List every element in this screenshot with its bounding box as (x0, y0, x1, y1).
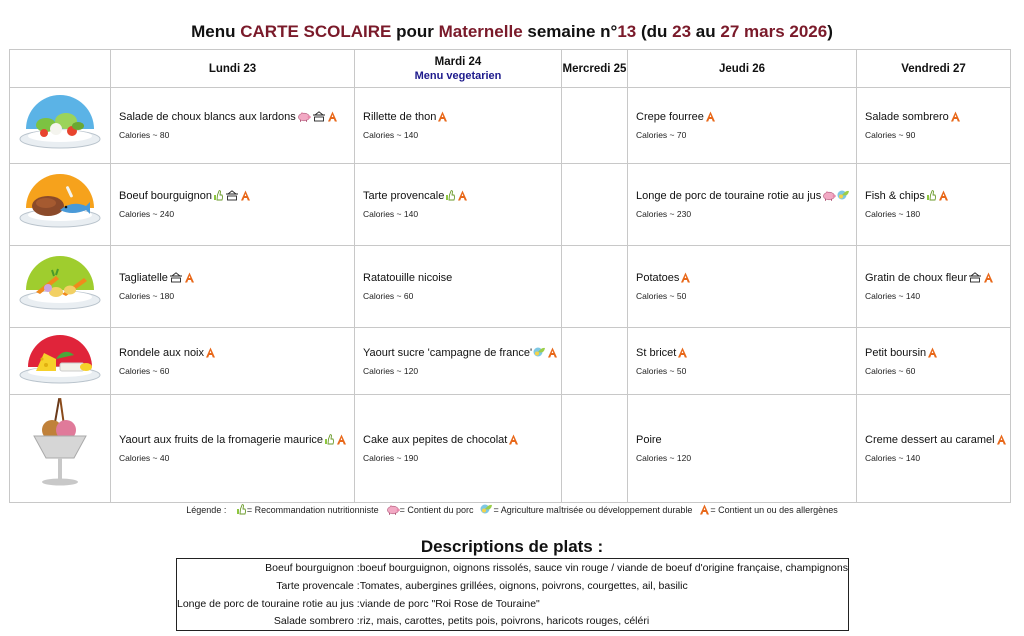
description-text: Tomates, aubergines grillées, oignons, poivrons, courgettes, ail, basilic (359, 579, 688, 592)
menu-cell-friday (857, 164, 1011, 246)
dish-name: Tarte provencale (363, 190, 445, 202)
allergen-icon (995, 434, 1007, 446)
dish-name: Rondele aux noix (119, 346, 205, 359)
dish-name: Boeuf bourguignon (119, 190, 212, 202)
sustainable-icon (836, 190, 850, 202)
cheese-plate (16, 376, 104, 393)
allergen-icon (937, 190, 949, 202)
calories: Calories ~ 50 (636, 365, 687, 376)
allergen-icon (546, 347, 558, 359)
menu-cell-tuesday (355, 395, 562, 503)
menu-cell-friday (857, 328, 1011, 395)
salad-plate (16, 142, 104, 159)
nutrition-icon (925, 190, 937, 202)
dish-name: Longe de porc de touraine rotie au jus (636, 190, 822, 202)
description-row (177, 559, 849, 577)
dish-name: Rillette de thon (363, 111, 437, 123)
food-image (10, 246, 111, 328)
menu-cell-thursday (628, 164, 857, 246)
calories: Calories ~ 190 (363, 453, 419, 463)
calories: Calories ~ 120 (636, 453, 692, 463)
menu-cell-friday (857, 246, 1011, 328)
allergen-icon (239, 190, 251, 202)
menu-cell-monday (111, 395, 355, 503)
allergen-icon (676, 347, 688, 359)
menu-cell-tuesday (355, 164, 562, 246)
food-image (10, 395, 111, 503)
calories: Calories ~ 140 (363, 130, 419, 140)
allergen-icon (204, 347, 216, 359)
pork-icon (385, 505, 400, 515)
menu-row (10, 88, 1011, 164)
description-row (177, 577, 849, 595)
menu-cell-monday (111, 88, 355, 164)
menu-cell-tuesday (355, 328, 562, 395)
legend: Légende : = Recommandation nutritionniste = Contient du porc = Agriculture maîtrisée ou développement durable = Contient un ou des allergènes (186, 505, 838, 515)
cooking-icon (168, 272, 183, 284)
menu-cell-monday (111, 164, 355, 246)
description-dish: Boeuf bourguignon : (265, 561, 360, 574)
calories: Calories ~ 140 (865, 453, 921, 463)
dish-name: Fish & chips (865, 190, 925, 202)
sustainable-icon (479, 505, 493, 515)
description-text: riz, mais, carottes, petits pois, poivrons, haricots rouges, céléri (359, 615, 650, 628)
allergen-icon (335, 434, 347, 446)
menu-cell-thursday (628, 88, 857, 164)
calories: Calories ~ 120 (363, 365, 419, 376)
menu-cell-monday (111, 328, 355, 395)
dish-name: Cake aux pepites de chocolat (363, 434, 508, 446)
day-header-wednesday: Mercredi 25 (562, 50, 628, 88)
menu-cell-thursday (628, 246, 857, 328)
calories: Calories ~ 230 (636, 209, 692, 219)
calories: Calories ~ 240 (119, 209, 175, 219)
dish-name: Salade sombrero (865, 111, 949, 123)
calories: Calories ~ 60 (363, 291, 414, 301)
calories: Calories ~ 80 (119, 130, 170, 140)
legend-item (235, 505, 379, 515)
nutrition-icon (444, 190, 456, 202)
description-dish: Tarte provencale : (276, 579, 360, 592)
allergen-icon (456, 190, 468, 202)
calories: Calories ~ 90 (865, 130, 916, 140)
allergen-icon (926, 347, 938, 359)
vegetarian-label: Menu vegetarien (414, 69, 502, 82)
day-header-thursday: Jeudi 26 (628, 50, 857, 88)
cooking-icon (224, 190, 239, 202)
sustainable-icon (532, 347, 546, 359)
legend-item (698, 505, 837, 515)
food-image (10, 88, 111, 164)
cooking-icon (967, 272, 982, 284)
calories: Calories ~ 40 (119, 453, 170, 463)
menu-table (9, 49, 1011, 503)
dish-name: Tagliatelle (119, 272, 168, 284)
calories: Calories ~ 60 (119, 365, 170, 376)
menu-cell-thursday (628, 395, 857, 503)
nutrition-icon (212, 190, 224, 202)
legend-item (385, 505, 474, 515)
allergen-icon (982, 272, 994, 284)
nutrition-icon (323, 434, 335, 446)
cooking-icon (311, 111, 326, 123)
menu-cell-wednesday (562, 164, 628, 246)
menu-cell-thursday (628, 328, 857, 395)
description-dish: Longe de porc de touraine rotie au jus : (177, 597, 360, 610)
dish-name: Salade de choux blancs aux lardons (119, 111, 296, 123)
calories: Calories ~ 180 (865, 209, 921, 219)
menu-row (10, 328, 1011, 395)
allergen-icon (507, 434, 519, 446)
description-dish: Salade sombrero : (273, 615, 360, 628)
dish-name: Ratatouille nicoise (363, 272, 453, 284)
menu-cell-wednesday (562, 328, 628, 395)
allergen-icon (436, 111, 448, 123)
allergen-icon (704, 111, 716, 123)
allergen-icon (949, 111, 961, 123)
allergen-icon (698, 505, 710, 515)
page-title: Menu CARTE SCOLAIRE pour Maternelle semaine n°13 (du 23 au 27 mars 2026) (191, 22, 833, 41)
dish-name: Yaourt sucre 'campagne de france' (363, 346, 533, 359)
dish-name: Creme dessert au caramel (865, 434, 995, 446)
day-header-monday: Lundi 23 (111, 50, 355, 88)
menu-cell-friday (857, 88, 1011, 164)
calories: Calories ~ 180 (119, 291, 175, 301)
menu-row (10, 246, 1011, 328)
dessert-cup (16, 483, 104, 500)
legend-text: = Agriculture maîtrisée ou développement durable (493, 505, 693, 515)
description-row (177, 613, 849, 631)
allergen-icon (183, 272, 195, 284)
dish-name: Crepe fourree (636, 111, 704, 123)
food-image (10, 328, 111, 395)
legend-text: = Recommandation nutritionniste (246, 505, 379, 515)
legend-text: = Contient un ou des allergènes (710, 505, 838, 515)
legend-item (479, 505, 692, 515)
menu-cell-wednesday (562, 246, 628, 328)
menu-cell-wednesday (562, 88, 628, 164)
dish-name: Petit boursin (865, 346, 927, 359)
corner-cell (10, 50, 111, 88)
dish-name: Yaourt aux fruits de la fromagerie maurice (119, 434, 323, 446)
day-header-tuesday: Mardi 24 Menu vegetarien (355, 50, 562, 88)
menu-row (10, 164, 1011, 246)
menu-cell-tuesday (355, 246, 562, 328)
dish-name: Poire (636, 434, 662, 446)
dish-name: Potatoes (636, 272, 680, 284)
calories: Calories ~ 50 (636, 291, 687, 301)
main-dish-plate (16, 221, 104, 238)
day-header-friday: Vendredi 27 (857, 50, 1011, 88)
descriptions-table (176, 558, 849, 631)
dish-name: Gratin de choux fleur (865, 272, 968, 284)
legend-text: = Contient du porc (399, 505, 474, 515)
description-text: viande de porc "Roi Rose de Touraine" (359, 597, 540, 610)
menu-row (10, 395, 1011, 503)
allergen-icon (326, 111, 338, 123)
menu-cell-tuesday (355, 88, 562, 164)
descriptions-title: Descriptions de plats : (420, 537, 604, 556)
pork-icon (296, 111, 311, 123)
description-row (177, 595, 849, 613)
pork-icon (821, 190, 836, 202)
allergen-icon (679, 272, 691, 284)
vegetables-plate (16, 303, 104, 320)
dish-name: St bricet (636, 346, 677, 359)
calories: Calories ~ 140 (865, 291, 921, 301)
calories: Calories ~ 70 (636, 130, 687, 140)
calories: Calories ~ 140 (363, 209, 419, 219)
calories: Calories ~ 60 (865, 365, 916, 376)
menu-cell-friday (857, 395, 1011, 503)
menu-cell-monday (111, 246, 355, 328)
food-image (10, 164, 111, 246)
description-text: boeuf bourguignon, oignons rissolés, sauce vin rouge / viande de boeuf d'origine française, champignons (359, 561, 848, 574)
nutrition-icon (235, 505, 247, 515)
menu-cell-wednesday (562, 395, 628, 503)
menu-header-row (10, 50, 1011, 88)
